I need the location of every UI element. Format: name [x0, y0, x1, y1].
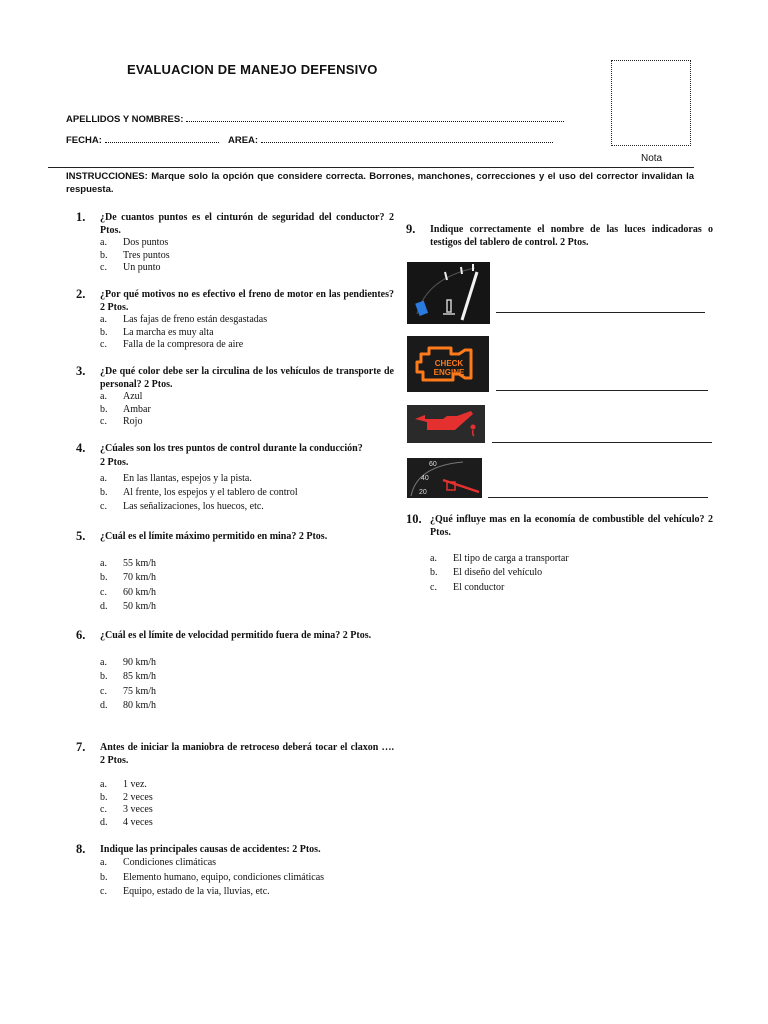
option-letter: c. — [100, 262, 107, 274]
question-10 — [394, 513, 713, 595]
option-text: Rojo — [123, 416, 143, 428]
option-text: 2 veces — [123, 791, 153, 803]
option-text: El diseño del vehículo — [453, 567, 543, 579]
speed-tick-label: 40 — [421, 475, 429, 482]
option[interactable] — [100, 779, 394, 792]
option-letter: a. — [100, 558, 107, 569]
option-text: 50 km/h — [123, 600, 157, 612]
option-text: Equipo, estado de la via, lluvias, etc. — [123, 886, 270, 897]
option-letter: c. — [100, 886, 107, 897]
option-text: 4 veces — [123, 816, 153, 828]
option-text: 90 km/h — [123, 657, 157, 668]
indicator-answer-line[interactable] — [488, 497, 708, 498]
option[interactable] — [100, 250, 394, 263]
indicator-answer-line[interactable] — [492, 442, 712, 443]
area-label: AREA: — [228, 135, 259, 146]
option[interactable] — [100, 586, 394, 600]
area-field[interactable] — [228, 135, 553, 146]
option-letter: c. — [100, 416, 107, 428]
option[interactable] — [100, 486, 364, 500]
option-letter: a. — [100, 391, 107, 402]
option-text: Las fajas de freno están desgastadas — [123, 314, 268, 325]
apellidos-field[interactable] — [66, 114, 564, 125]
question-text: ¿Cúales son los tres puntos de control durante la conducción? 2 Ptos. — [100, 443, 363, 468]
question-text: Indique las principales causas de accidentes: 2 Ptos. — [100, 844, 321, 855]
question-text: ¿De qué color debe ser la circulina de los vehículos de transporte de personal? 2 Ptos. — [100, 366, 394, 390]
option-text: Condiciones climáticas — [123, 857, 217, 868]
question-8 — [64, 843, 394, 900]
option[interactable] — [100, 327, 394, 340]
option[interactable] — [100, 656, 394, 670]
option-letter: a. — [100, 473, 107, 484]
option[interactable] — [100, 339, 394, 352]
option-letter: b. — [430, 567, 438, 579]
question-number: 6. — [76, 628, 86, 642]
option-text: En las llantas, espejos y la pista. — [123, 473, 252, 484]
question-1 — [64, 211, 394, 275]
question-number: 4. — [76, 441, 86, 455]
option-letter: d. — [100, 600, 108, 612]
option-letter: a. — [100, 314, 107, 325]
area-blank[interactable] — [261, 135, 553, 143]
fecha-field[interactable] — [66, 135, 219, 146]
option-text: Elemento humano, equipo, condiciones climáticas — [123, 871, 325, 883]
option-letter: a. — [430, 553, 437, 564]
option-text: 85 km/h — [123, 671, 157, 683]
option-letter: c. — [100, 685, 107, 697]
fecha-blank[interactable] — [105, 135, 219, 143]
header-divider — [48, 167, 694, 168]
question-6 — [64, 629, 394, 713]
option-text: 75 km/h — [123, 685, 157, 697]
question-5 — [64, 530, 394, 614]
option[interactable] — [100, 600, 394, 614]
question-text: ¿Qué influye mas en la economía de combustible del vehículo? 2 Ptos. — [430, 514, 713, 538]
option[interactable] — [100, 237, 394, 250]
option[interactable] — [100, 792, 394, 805]
option[interactable] — [100, 557, 394, 571]
option-text: El conductor — [453, 581, 505, 593]
option-letter: b. — [100, 791, 108, 803]
option[interactable] — [100, 262, 394, 275]
option-letter: c. — [100, 339, 107, 351]
question-number: 8. — [76, 842, 86, 856]
option[interactable] — [100, 817, 394, 830]
option-letter: c. — [430, 581, 437, 593]
question-4 — [64, 442, 364, 514]
question-text: Indique correctamente el nombre de las luces indicadoras o testigos del tablero de control. 2 Ptos. — [430, 224, 713, 248]
indicator-answer-line[interactable] — [496, 390, 708, 391]
option-letter: c. — [100, 804, 107, 816]
check-engine-text-2: ENGINE — [433, 368, 465, 377]
option-text: La marcha es muy alta — [123, 326, 214, 338]
option[interactable] — [100, 856, 394, 871]
option-letter: b. — [100, 403, 108, 415]
option-letter: a. — [100, 857, 107, 868]
option-text: Al frente, los espejos y el tablero de control — [123, 487, 298, 498]
option[interactable] — [430, 552, 713, 566]
option-letter: b. — [100, 326, 108, 338]
option-text: El tipo de carga a transportar — [453, 553, 569, 564]
check-engine-icon — [407, 336, 489, 392]
option-letter: a. — [100, 657, 107, 668]
option[interactable] — [100, 404, 394, 417]
option-text: Las señalizaciones, los huecos, etc. — [123, 501, 264, 512]
option-text: Dos puntos — [123, 237, 169, 248]
question-text: ¿Cuál es el límite máximo permitido en mina? 2 Ptos. — [100, 531, 328, 542]
option-text: 3 veces — [123, 804, 153, 816]
question-number: 10. — [406, 512, 422, 526]
nota-label: Nota — [641, 153, 663, 164]
question-2 — [64, 288, 394, 352]
option[interactable] — [100, 685, 394, 699]
question-text: ¿De cuantos puntos es el cinturón de seguridad del conductor? 2 Ptos. — [100, 212, 394, 236]
option[interactable] — [100, 416, 394, 429]
option-text: Azul — [123, 391, 143, 402]
question-number: 5. — [76, 529, 86, 543]
apellidos-label: APELLIDOS Y NOMBRES: — [66, 114, 184, 125]
option-letter: d. — [100, 699, 108, 711]
page-title: EVALUACION DE MANEJO DEFENSIVO — [127, 62, 378, 77]
speedometer-icon — [407, 458, 482, 498]
question-text: ¿Cuál es el límite de velocidad permitido fuera de mina? 2 Ptos. — [100, 630, 372, 641]
option-text: 80 km/h — [123, 699, 157, 711]
option[interactable] — [100, 391, 394, 404]
option-letter: c. — [100, 586, 107, 598]
question-number: 2. — [76, 287, 86, 301]
option[interactable] — [100, 885, 394, 900]
apellidos-blank[interactable] — [186, 114, 564, 122]
instructions: INSTRUCCIONES: Marque solo la opción que considere correcta. Borrones, manchones, correcciones y el uso del corrector invalidan la respuesta. — [66, 171, 694, 195]
option[interactable] — [100, 871, 394, 886]
nota-box[interactable] — [611, 60, 691, 146]
indicator-answer-line[interactable] — [496, 312, 705, 313]
option-text: 70 km/h — [123, 572, 157, 584]
question-number: 9. — [406, 222, 416, 236]
speed-tick-label: 60 — [429, 461, 437, 468]
question-text: ¿Por qué motivos no es efectivo el freno de motor en las pendientes? 2 Ptos. — [100, 289, 394, 313]
option-letter: c. — [100, 501, 107, 512]
option[interactable] — [100, 670, 394, 684]
question-number: 3. — [76, 364, 86, 378]
option[interactable] — [100, 571, 394, 585]
option-text: Tres puntos — [123, 249, 170, 261]
option-letter: b. — [100, 487, 108, 498]
question-number: 1. — [76, 210, 86, 224]
option-text: Falla de la compresora de aire — [123, 339, 244, 351]
option-text: 1 vez. — [123, 779, 147, 790]
option-letter: b. — [100, 249, 108, 261]
option-letter: d. — [100, 816, 108, 828]
question-number: 7. — [76, 740, 86, 754]
oil-pressure-icon — [407, 405, 485, 443]
option-letter: a. — [100, 779, 107, 790]
option-letter: a. — [100, 237, 107, 248]
option[interactable] — [100, 472, 364, 486]
option-text: Un punto — [123, 262, 161, 274]
check-engine-text-1: CHECK — [434, 359, 464, 368]
option-text: 60 km/h — [123, 586, 157, 598]
option-letter: b. — [100, 671, 108, 683]
fecha-label: FECHA: — [66, 135, 102, 146]
option-letter: b. — [100, 871, 108, 883]
speed-tick-label: 20 — [419, 489, 427, 496]
question-text: Antes de iniciar la maniobra de retroceso deberá tocar el claxon …. 2 Ptos. — [100, 742, 394, 766]
option-letter: b. — [100, 572, 108, 584]
option-text: Ambar — [123, 403, 151, 415]
option[interactable] — [100, 804, 394, 817]
option[interactable] — [100, 699, 394, 713]
option[interactable] — [100, 500, 364, 514]
question-9 — [394, 223, 713, 249]
question-3 — [64, 365, 394, 429]
option-text: 55 km/h — [123, 558, 157, 569]
option[interactable] — [100, 314, 394, 327]
option[interactable] — [430, 566, 713, 580]
question-7 — [64, 741, 394, 829]
temperature-gauge-icon — [407, 262, 490, 324]
option[interactable] — [430, 581, 713, 595]
